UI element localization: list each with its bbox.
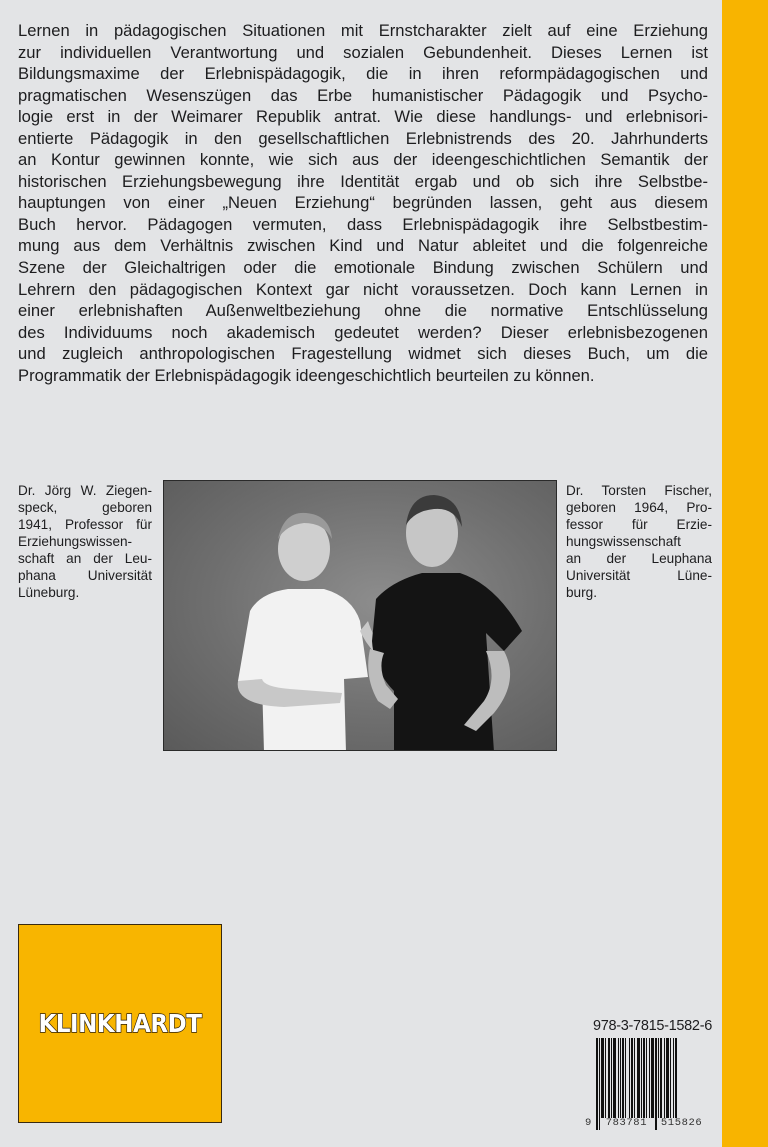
bio-line: Erziehungswissen- — [18, 534, 133, 549]
bio-line: an der Leuphana — [566, 551, 712, 566]
author-bio-ziegenspeck — [18, 482, 152, 601]
bio-line: speck, geboren — [18, 500, 152, 515]
author-bio-fischer — [566, 482, 712, 601]
blurb-line: an Kontur gewinnen konnte, wie sich aus der ideengeschichtlichen Semantik der — [18, 150, 708, 170]
blurb-line: Lernen in pädagogischen Situationen mit Ernstcharakter zielt auf eine Erziehung — [18, 21, 708, 40]
blurb-line: und zugleich anthropologischen Fragestellung widmet sich dieses Buch, um die — [18, 344, 708, 364]
blurb-line: des Individuums noch akademisch gedeutet werden? Dieser erlebnisbezogenen — [18, 322, 708, 342]
bio-line: Universität Lüne- — [566, 568, 712, 583]
yellow-spine-band — [722, 0, 768, 1147]
bio-line: Dr. Torsten Fischer, — [566, 483, 712, 498]
blurb-line: logie erst in der Weimarer Republik antrat. Wie diese handlungs- und erlebnisori- — [18, 107, 708, 127]
bio-line: hungswissenschaft — [566, 534, 681, 549]
blurb-line: zur individuellen Verantwortung und sozialen Gebundenheit. Dieses Lernen ist — [18, 42, 708, 62]
blurb-line: Bildungsmaxime der Erlebnispädagogik, die in ihren reformpädagogischen und — [18, 64, 708, 84]
bio-line: 1941, Professor für — [18, 517, 152, 532]
bio-line: phana Universität — [18, 568, 152, 583]
blurb-line: pragmatischen Wesenszügen das Erbe humanistischer Pädagogik und Psycho- — [18, 85, 708, 105]
blurb-line: hauptungen von einer „Neuen Erziehung“ begründen lassen, geht aus diesem — [18, 193, 708, 213]
blurb-text — [18, 20, 708, 386]
bio-line: Lüneburg. — [18, 585, 80, 600]
bio-line: schaft an der Leu- — [18, 551, 152, 566]
blurb-line: einer erlebnishaften Außenweltbeziehung ohne die normative Entschlüsselung — [18, 301, 708, 321]
publisher-logo — [18, 924, 222, 1123]
left-person-shirt — [238, 589, 368, 751]
barcode-digits: 9 783781 515826 — [585, 1117, 703, 1129]
publisher-logo-text: KLINKHARDT — [38, 1009, 202, 1038]
isbn-number: 978-3-7815-1582-6 — [592, 1018, 712, 1034]
blurb-line: Lehrern den pädagogischen Kontext gar nicht voraussetzen. Doch kann Lernen in — [18, 279, 708, 299]
blurb-line: mung aus dem Verhältnis zwischen Kind und Natur ableitet und die folgenreiche — [18, 236, 708, 256]
blurb-line: entierte Pädagogik in den gesellschaftlichen Erlebnistrends des 20. Jahrhunderts — [18, 128, 708, 148]
blurb-line: historischen Erziehungsbewegung ihre Identität ergab und ob sich ihre Selbstbe- — [18, 171, 708, 191]
bio-line: Dr. Jörg W. Ziegen- — [18, 483, 152, 498]
bio-line: fessor für Erzie- — [566, 517, 712, 532]
blurb-line: Szene der Gleichaltrigen oder die emotionale Bindung zwischen Schülern und — [18, 258, 708, 278]
authors-photo — [163, 480, 557, 751]
bio-line: geboren 1964, Pro- — [566, 500, 712, 515]
authors-photo-illustration — [164, 481, 557, 751]
bio-line: burg. — [566, 585, 597, 600]
blurb-line: Programmatik der Erlebnispädagogik ideengeschichtlich beurteilen zu können. — [18, 365, 595, 385]
blurb-line: Buch hervor. Pädagogen vermuten, dass Erlebnispädagogik ihre Selbstbestim- — [18, 214, 708, 234]
